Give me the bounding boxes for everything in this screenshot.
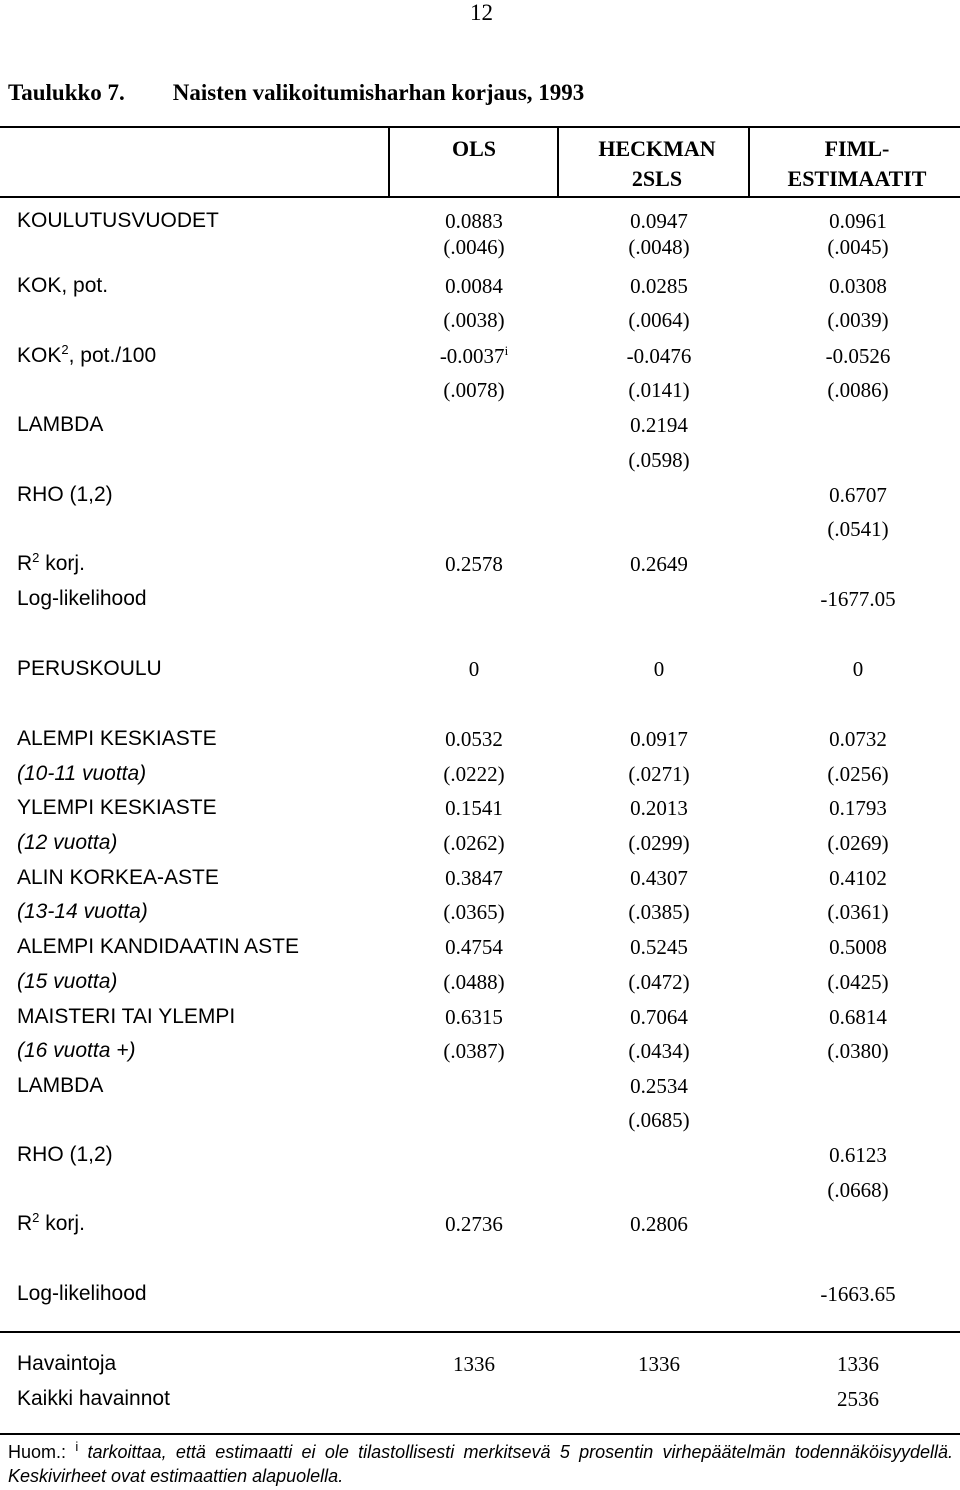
se-cell: (.0385) — [628, 900, 690, 924]
coef-cell: 0.3847 — [445, 866, 503, 890]
row-label: YLEMPI KESKIASTE — [17, 796, 217, 819]
coef-cell: 0.6814 — [829, 1005, 887, 1029]
row-label: ALEMPI KANDIDAATIN ASTE — [17, 935, 300, 958]
count-cell: 1336 — [453, 1352, 495, 1376]
coef-cell: 0.4754 — [445, 935, 503, 959]
row-label: RHO (1,2) — [17, 483, 113, 506]
table-caption: Naisten valikoitumisharhan korjaus, 1993 — [172, 80, 585, 105]
coef-cell: 0.0961 — [829, 209, 887, 233]
row-label: LAMBDA — [17, 1074, 104, 1097]
se-cell: (.0472) — [628, 970, 690, 994]
label-text: R — [17, 552, 33, 575]
se-cell: (.0086) — [827, 378, 889, 402]
column-header-fiml-line1: FIML- — [824, 136, 890, 161]
row-label: ALIN KORKEA-ASTE — [17, 866, 219, 889]
count-cell: 1336 — [837, 1352, 879, 1376]
row-sublabel: (13-14 vuotta) — [17, 900, 148, 923]
footnote-marker: i — [504, 343, 509, 358]
se-cell: (.0271) — [628, 762, 690, 786]
coef-cell: 0.1541 — [445, 796, 503, 820]
se-cell: (.0262) — [443, 831, 505, 855]
row-label: KOK, pot. — [17, 274, 109, 297]
coef-cell: 0.0285 — [630, 274, 688, 298]
se-cell: (.0046) — [443, 235, 505, 259]
coef-cell: 0.5008 — [829, 935, 887, 959]
coef-cell: -0.0476 — [626, 344, 692, 368]
header-rule — [0, 196, 960, 198]
count-cell: 1336 — [638, 1352, 680, 1376]
count-cell: 2536 — [837, 1387, 879, 1411]
coef-cell: 0.0732 — [829, 727, 887, 751]
coef-cell — [404, 344, 544, 369]
coef-value: -0.0037 — [439, 344, 505, 368]
footer-rule — [0, 1331, 960, 1333]
se-cell: (.0039) — [827, 308, 889, 332]
label-text: KOK — [17, 344, 62, 367]
column-header-heckman-line2: 2SLS — [631, 166, 683, 191]
superscript: 2 — [32, 550, 40, 565]
row-label: Log-likelihood — [17, 1282, 147, 1305]
row-sublabel: (16 vuotta +) — [17, 1039, 136, 1062]
coef-cell: 0.6315 — [445, 1005, 503, 1029]
coef-cell: 0 — [653, 657, 665, 681]
coef-cell: -1677.05 — [820, 587, 896, 611]
label-text: , pot./100 — [68, 344, 157, 367]
coef-cell: 0.0084 — [445, 274, 503, 298]
coef-cell: 0.2649 — [630, 552, 688, 576]
coef-cell: -0.0526 — [825, 344, 891, 368]
coef-cell: 0 — [468, 657, 480, 681]
column-header-fiml-line2: ESTIMAATIT — [787, 166, 927, 191]
table-number: Taulukko 7. — [8, 80, 125, 105]
row-label: ALEMPI KESKIASTE — [17, 727, 217, 750]
se-cell: (.0256) — [827, 762, 889, 786]
label-text: R — [17, 1212, 33, 1235]
coef-cell: 0.4307 — [630, 866, 688, 890]
se-cell: (.0380) — [827, 1039, 889, 1063]
row-label: RHO (1,2) — [17, 1143, 113, 1166]
coef-cell: 0.0883 — [445, 209, 503, 233]
se-cell: (.0387) — [443, 1039, 505, 1063]
se-cell: (.0668) — [827, 1178, 889, 1202]
coef-cell: 0.2013 — [630, 796, 688, 820]
coef-cell: 0.6123 — [829, 1143, 887, 1167]
row-label: KOULUTUSVUODET — [17, 209, 219, 232]
se-cell: (.0048) — [628, 235, 690, 259]
coef-cell: 0.2806 — [630, 1212, 688, 1236]
coef-cell: 0.2534 — [630, 1074, 688, 1098]
coef-cell: 0.7064 — [630, 1005, 688, 1029]
coef-cell: 0.0308 — [829, 274, 887, 298]
se-cell: (.0299) — [628, 831, 690, 855]
row-label: PERUSKOULU — [17, 657, 162, 680]
se-cell: (.0222) — [443, 762, 505, 786]
coef-cell: 0 — [852, 657, 864, 681]
footnote-prefix: Huom.: — [8, 1442, 76, 1462]
coef-cell: 0.0532 — [445, 727, 503, 751]
header-divider — [748, 127, 750, 197]
row-label — [17, 552, 85, 576]
table-top-rule — [0, 126, 960, 128]
coef-cell: 0.0917 — [630, 727, 688, 751]
row-label — [17, 344, 156, 368]
table-bottom-rule — [0, 1433, 960, 1435]
se-cell: (.0598) — [628, 448, 690, 472]
coef-cell: 0.2736 — [445, 1212, 503, 1236]
se-cell: (.0685) — [628, 1108, 690, 1132]
se-cell: (.0434) — [628, 1039, 690, 1063]
coef-cell: 0.2194 — [630, 413, 688, 437]
se-cell: (.0365) — [443, 900, 505, 924]
footnote-text: tarkoittaa, että estimaatti ei ole tilastollisesti merkitsevä 5 prosentin virhepäätelmän todennäköisyydellä. Keskivirheet ovat estimaattien alapuolella. — [8, 1442, 953, 1486]
footnote-marker: i — [75, 1439, 79, 1454]
row-label: LAMBDA — [17, 413, 104, 436]
se-cell: (.0488) — [443, 970, 505, 994]
footnote — [8, 1440, 953, 1488]
se-cell: (.0141) — [628, 378, 690, 402]
se-cell: (.0064) — [628, 308, 690, 332]
label-text: korj. — [39, 1212, 85, 1235]
label-text: korj. — [39, 552, 85, 575]
se-cell: (.0541) — [827, 517, 889, 541]
row-label: Kaikki havainnot — [17, 1387, 170, 1410]
coef-cell: 0.2578 — [445, 552, 503, 576]
se-cell: (.0269) — [827, 831, 889, 855]
superscript: 2 — [32, 1210, 40, 1225]
column-header-heckman — [587, 134, 727, 194]
column-header-heckman-line1: HECKMAN — [598, 136, 716, 161]
row-label: Log-likelihood — [17, 587, 147, 610]
row-sublabel: (10-11 vuotta) — [17, 762, 147, 785]
coef-cell: -1663.65 — [820, 1282, 896, 1306]
row-label: MAISTERI TAI YLEMPI — [17, 1005, 236, 1028]
page-number: 12 — [470, 0, 493, 25]
se-cell: (.0361) — [827, 900, 889, 924]
table-title — [8, 80, 584, 106]
se-cell: (.0038) — [443, 308, 505, 332]
se-cell: (.0078) — [443, 378, 505, 402]
row-label — [17, 1212, 85, 1236]
column-header-fiml — [772, 134, 942, 194]
row-label: Havaintoja — [17, 1352, 117, 1375]
row-sublabel: (15 vuotta) — [17, 970, 118, 993]
column-header-ols: OLS — [451, 136, 497, 161]
coef-cell: 0.1793 — [829, 796, 887, 820]
coef-cell: 0.6707 — [829, 483, 887, 507]
se-cell: (.0045) — [827, 235, 889, 259]
se-cell: (.0425) — [827, 970, 889, 994]
row-sublabel: (12 vuotta) — [17, 831, 118, 854]
header-divider — [388, 127, 390, 197]
coef-cell: 0.4102 — [829, 866, 887, 890]
coef-cell: 0.5245 — [630, 935, 688, 959]
coef-cell: 0.0947 — [630, 209, 688, 233]
header-divider — [557, 127, 559, 197]
superscript: 2 — [61, 342, 69, 357]
